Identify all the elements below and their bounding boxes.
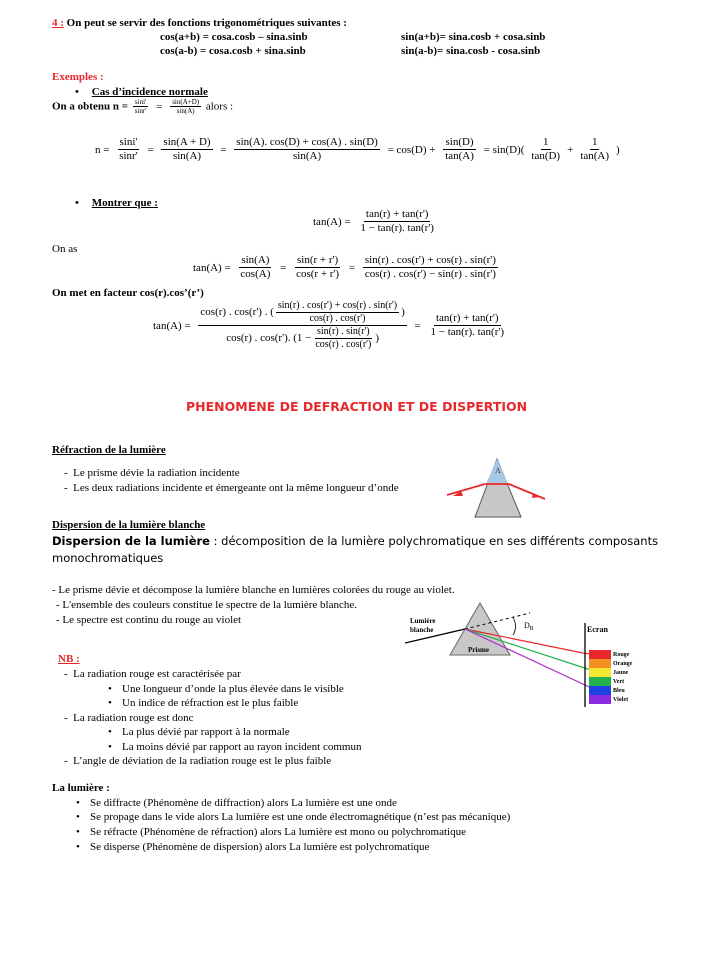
page-title: PHENOMENE DE DEFRACTION ET DE DISPERTION <box>186 399 528 414</box>
spectrum-label-green: Vert <box>613 679 625 685</box>
bullet-icon: • <box>108 741 112 753</box>
spectrum-label-orange: Orange <box>613 661 633 667</box>
white-light-label-2: blanche <box>410 626 434 634</box>
formula-cos-sum: cos(a+b) = cosa.cosb – sina.sinb <box>160 31 308 43</box>
case2-label: Montrer que : <box>91 197 158 209</box>
nb-sub-1-2: • Un indice de réfraction est le plus faible <box>108 697 299 709</box>
dispersion-item-1: - Le prisme dévie et décompose la lumière blanche en lumières colorées du rouge au violet. <box>52 584 455 596</box>
nb-title: NB : <box>58 653 80 665</box>
formula-cos-diff: cos(a-b) = cosa.cosb + sina.sinb <box>160 45 306 57</box>
nb-line-1: - La radiation rouge est caractérisée par <box>64 668 241 680</box>
bullet-icon: • <box>75 86 79 98</box>
dispersion-definition-line-2: monochromatiques <box>52 551 164 565</box>
screen-label: Ecran <box>587 625 608 634</box>
bullet-icon: • <box>76 797 80 809</box>
case2-item <box>75 197 158 209</box>
n-equation: n = $\frac{\sin i'}{\sin r'}$ = $\frac{\sin(A + D)}{\sin(A)}$ = $\frac{\sin(A). \cos(D) + \cos(A) . \sin(D)}{\sin(A)}$ = cos(D) + $\frac{\sin(D)}{\tan(A)}$ = sin(D)( $\frac{1}{\tan(D)}$ + $\frac{1}{\tan(A)}$ ) <box>95 136 620 163</box>
lumiere-item-3: • Se réfracte (Phénomène de réfraction) alors La lumière est mono ou polychromatique <box>76 826 466 838</box>
on-as: On as <box>52 243 78 255</box>
refraction-item-2: - Les deux radiations incidente et émergeante ont la même longueur d’onde <box>64 482 399 494</box>
deviation-arc <box>513 617 516 635</box>
factor-line: On met en facteur cos(r).cos’(r’) <box>52 287 204 299</box>
case1-label: Cas d’incidence normale <box>91 86 208 98</box>
obtained-frac-1: $\frac{\sin i'}{\sin r'}$ <box>134 98 147 116</box>
exemples-title: Exemples : <box>52 71 104 83</box>
formula-sin-diff: sin(a-b)= sina.cosb - cosa.sinb <box>401 45 541 57</box>
refraction-prism-diagram <box>445 455 575 520</box>
spectrum-red <box>589 650 611 659</box>
lumiere-item-1: • Se diffracte (Phénomène de diffraction) alors La lumière est une onde <box>76 797 397 809</box>
dispersion-item-3: - Le spectre est continu du rouge au violet <box>56 614 242 626</box>
obtained-prefix: On a obtenu n = <box>52 100 128 113</box>
dispersion-definition: Dispersion de la lumière : décomposition de la lumière polychromatique en ses différents composants <box>52 534 659 548</box>
nb-line-3: - L’angle de déviation de la radiation rouge est le plus faible <box>64 755 332 767</box>
nb-sub-1-1: • Une longueur d’onde la plus élevée dans le visible <box>108 683 344 695</box>
obtained-frac-2: $\frac{\sin(A+D)}{\sin(A)}$ <box>172 98 200 116</box>
bullet-icon: • <box>108 726 112 738</box>
spectrum-violet <box>589 695 611 704</box>
bullet-icon: • <box>108 697 112 709</box>
nb-line-2: - La radiation rouge est donc <box>64 712 194 724</box>
bullet-icon: • <box>108 683 112 695</box>
bullet-icon: • <box>76 826 80 838</box>
spectrum-orange <box>589 659 611 668</box>
section-4-heading <box>52 17 347 29</box>
prism-name-label: Prisme <box>468 646 489 654</box>
bullet-icon: • <box>75 197 79 209</box>
goal-equation: tan(A) = $\frac{\tan(r) + \tan(r')}{1 - \tan(r). \tan(r')}$ <box>313 208 434 235</box>
lumiere-title: La lumière : <box>52 782 110 794</box>
tan-equation: tan(A) = $\frac{\sin(A)}{\cos(A)}$ = $\frac{\sin(r + r')}{\cos(r + r')}$ = $\frac{\sin(r) . \cos(r') + \cos(r) . \sin(r')}{\cos(r) . \cos(r') - \sin(r) . \sin(r')}$ <box>193 254 496 281</box>
section-4-heading-text: On peut se servir des fonctions trigonométriques suivantes : <box>66 17 347 29</box>
spectrum-yellow <box>589 668 611 677</box>
lumiere-item-2: • Se propage dans le vide alors La lumière est une onde électromagnétique (n’est pas mécanique) <box>76 811 511 823</box>
case1-item <box>75 86 208 98</box>
obtained-suffix: alors : <box>205 100 234 113</box>
spectrum-label-blue: Bleu <box>613 688 625 694</box>
spectrum-label-violet: Violet <box>613 697 629 703</box>
white-light-label-1: Lumière <box>410 617 436 625</box>
deviation-label: $D_R$ <box>524 621 534 632</box>
spectrum-green <box>589 677 611 686</box>
prism-label: A <box>495 466 501 475</box>
bullet-icon: • <box>76 811 80 823</box>
lumiere-item-4: • Se disperse (Phénomène de dispersion) alors La lumière est polychromatique <box>76 841 430 853</box>
obtained-line: On a obtenu n = $\frac{\sin i'}{\sin r'}$ = $\frac{\sin(A+D)}{\sin(A)}$ alors : <box>52 98 234 116</box>
big-equation: tan(A) = cos(r) . cos(r') . ( $\frac{\sin(r) . \cos(r') + \cos(r) . \sin(r')}{\cos(r) . \cos(r')}$ ) cos(r) . cos(r'). (1 − $\frac{\sin(r) . \sin(r')}{\cos(r) . \cos(r')}$ ) = $\frac{\tan(r) + \tan(r')}{1 - \tan(r). \tan(r')}$ <box>153 300 505 350</box>
formula-sin-sum: sin(a+b)= sina.cosb + cosa.sinb <box>401 31 546 43</box>
spectrum-blue <box>589 686 611 695</box>
nb-sub-2-2: • La moins dévié par rapport au rayon incident commun <box>108 741 362 753</box>
spectrum-label-red: Rouge <box>613 652 630 658</box>
refraction-item-1: - Le prisme dévie la radiation incidente <box>64 467 240 479</box>
refraction-title: Réfraction de la lumière <box>52 444 166 456</box>
section-4-number: 4 : <box>52 17 64 29</box>
dispersion-item-2: - L'ensemble des couleurs constitue le spectre de la lumière blanche. <box>56 599 358 611</box>
dispersion-title: Dispersion de la lumière blanche <box>52 519 206 531</box>
nb-sub-2-1: • La plus dévié par rapport à la normale <box>108 726 290 738</box>
bullet-icon: • <box>76 841 80 853</box>
spectrum-label-yellow: Jaune <box>613 670 629 676</box>
dispersion-diagram <box>405 595 645 710</box>
violet-ray <box>465 629 600 692</box>
